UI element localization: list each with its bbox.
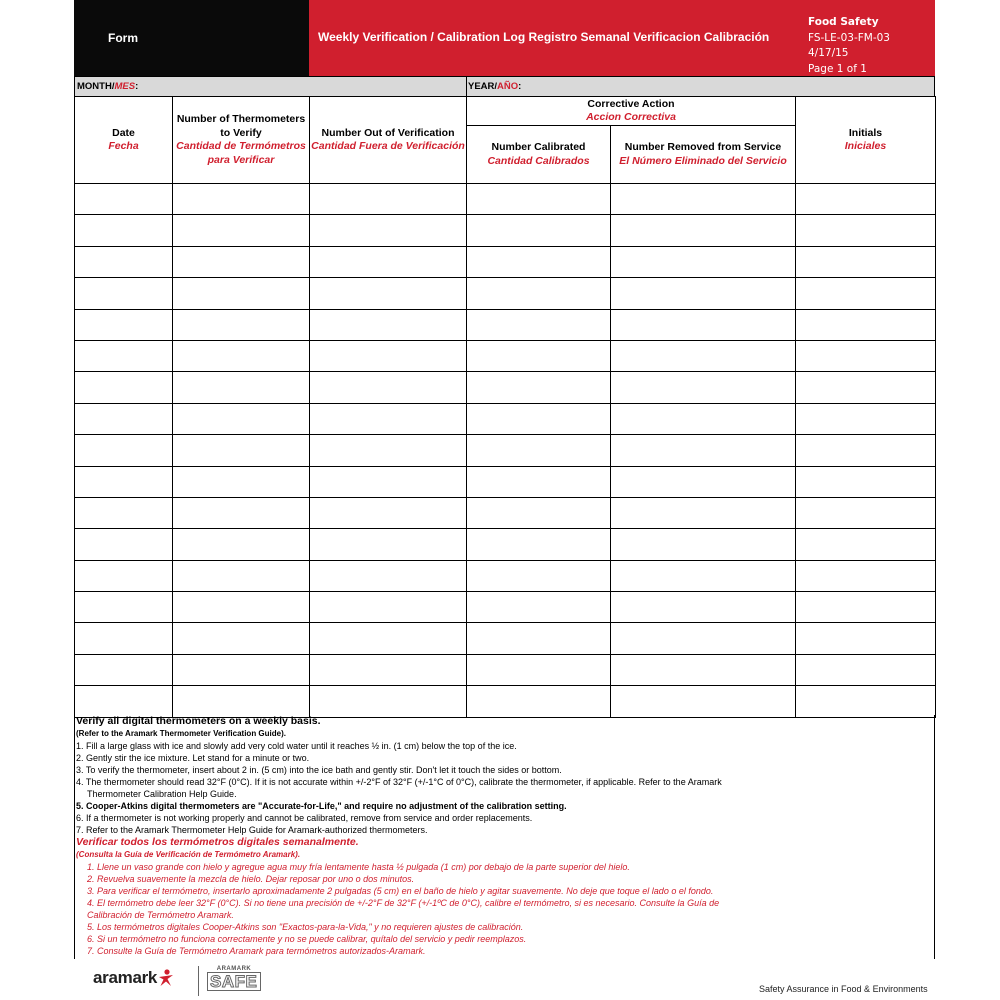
step-5: 5. Cooper-Atkins digital thermometers are "Accurate-for-Life," and require no adjustment of the calibration setting. <box>76 801 567 811</box>
removed-cell[interactable] <box>611 466 796 497</box>
thermometers-cell[interactable] <box>173 309 310 340</box>
initials-cell[interactable] <box>796 372 936 403</box>
date-cell[interactable] <box>75 623 173 654</box>
thermometers-cell[interactable] <box>173 372 310 403</box>
initials-cell[interactable] <box>796 623 936 654</box>
thermometers-cell[interactable] <box>173 686 310 717</box>
col-header-thermometers-to-verify: Number of Thermometers to Verify Cantidad de Termómetros para Verificar <box>173 97 310 184</box>
col-header-calibrated: Number Calibrated Cantidad Calibrados <box>467 126 611 184</box>
removed-cell[interactable] <box>611 686 796 717</box>
month-year-row <box>74 76 935 97</box>
out-of-verification-cell[interactable] <box>310 560 467 591</box>
initials-cell[interactable] <box>796 403 936 434</box>
step-es-7: 7. Consulte la Guía de Termómetro Aramark para termómetros autorizados-Aramark. <box>87 946 426 956</box>
date-cell[interactable] <box>75 372 173 403</box>
col-header-out-of-verification: Number Out of Verification Cantidad Fuera de Verificación <box>310 97 467 184</box>
year-field[interactable] <box>468 81 521 92</box>
removed-cell[interactable] <box>611 403 796 434</box>
out-of-verification-cell[interactable] <box>310 309 467 340</box>
calibrated-cell[interactable] <box>467 403 611 434</box>
table-row <box>75 497 936 528</box>
calibrated-cell[interactable] <box>467 246 611 277</box>
initials-cell[interactable] <box>796 497 936 528</box>
instructions-es <box>76 836 934 957</box>
initials-cell[interactable] <box>796 560 936 591</box>
initials-cell[interactable] <box>796 654 936 685</box>
table-row <box>75 592 936 623</box>
table-row <box>75 340 936 371</box>
instructions <box>74 715 935 959</box>
thermometers-cell[interactable] <box>173 215 310 246</box>
calibrated-cell[interactable] <box>467 497 611 528</box>
initials-cell[interactable] <box>796 246 936 277</box>
calibrated-cell[interactable] <box>467 215 611 246</box>
removed-cell[interactable] <box>611 592 796 623</box>
out-of-verification-cell[interactable] <box>310 435 467 466</box>
removed-cell[interactable] <box>611 654 796 685</box>
thermometers-cell[interactable] <box>173 466 310 497</box>
out-of-verification-cell[interactable] <box>310 623 467 654</box>
title-band <box>309 0 935 76</box>
date-cell[interactable] <box>75 560 173 591</box>
removed-cell[interactable] <box>611 340 796 371</box>
removed-cell[interactable] <box>611 497 796 528</box>
table-row <box>75 278 936 309</box>
step-es-4: 4. El termómetro debe leer 32°F (0°C). Si no tiene una precisión de +/-2°F de 32°F (+/-1ºC de 0°C), calibre el termómetro, si es necesario. Consulte la Guía de <box>87 898 720 908</box>
table-row <box>75 246 936 277</box>
table-row <box>75 560 936 591</box>
thermometers-cell[interactable] <box>173 184 310 215</box>
calibrated-cell[interactable] <box>467 529 611 560</box>
instructions-reference-es: (Consulta la Guía de Verificación de Termómetro Aramark). <box>76 850 301 859</box>
removed-cell[interactable] <box>611 372 796 403</box>
out-of-verification-cell[interactable] <box>310 340 467 371</box>
year-colon: : <box>518 81 522 92</box>
calibrated-cell[interactable] <box>467 686 611 717</box>
out-of-verification-cell[interactable] <box>310 403 467 434</box>
calibrated-cell[interactable] <box>467 340 611 371</box>
month-label-es: MES <box>114 81 136 92</box>
col-header-corrective-action: Corrective Action Accion Correctiva <box>467 97 796 126</box>
date-cell[interactable] <box>75 497 173 528</box>
table-row <box>75 435 936 466</box>
initials-cell[interactable] <box>796 466 936 497</box>
date-cell[interactable] <box>75 654 173 685</box>
date-cell[interactable] <box>75 466 173 497</box>
log-body <box>75 184 936 718</box>
out-of-verification-cell[interactable] <box>310 529 467 560</box>
month-field[interactable] <box>77 81 138 92</box>
instructions-reference: (Refer to the Aramark Thermometer Verification Guide). <box>76 729 286 738</box>
thermometers-cell[interactable] <box>173 560 310 591</box>
date-cell[interactable] <box>75 403 173 434</box>
date-cell[interactable] <box>75 184 173 215</box>
table-row <box>75 529 936 560</box>
date-cell[interactable] <box>75 215 173 246</box>
divider <box>466 77 467 96</box>
footer-tagline: Safety Assurance in Food & Environments <box>759 984 928 994</box>
date-cell[interactable] <box>75 278 173 309</box>
safe-word: SAFE <box>207 972 261 991</box>
form-meta <box>808 15 890 77</box>
date-cell[interactable] <box>75 686 173 717</box>
date-cell[interactable] <box>75 246 173 277</box>
table-row <box>75 215 936 246</box>
date-cell[interactable] <box>75 529 173 560</box>
date-cell[interactable] <box>75 435 173 466</box>
thermometers-cell[interactable] <box>173 497 310 528</box>
thermometers-cell[interactable] <box>173 340 310 371</box>
step-6: 6. If a thermometer is not working properly and cannot be calibrated, remove from service and order replacements. <box>76 813 533 823</box>
initials-cell[interactable] <box>796 340 936 371</box>
out-of-verification-cell[interactable] <box>310 372 467 403</box>
removed-cell[interactable] <box>611 435 796 466</box>
step-3: 3. To verify the thermometer, insert about 2 in. (5 cm) into the ice bath and gently stir. Don't let it touch the sides or bottom. <box>76 765 562 775</box>
removed-cell[interactable] <box>611 529 796 560</box>
star-person-icon <box>158 969 174 987</box>
table-row <box>75 654 936 685</box>
removed-cell[interactable] <box>611 309 796 340</box>
instructions-heading-es: Verificar todos los termómetros digitales semanalmente. <box>76 836 359 848</box>
step-2: 2. Gently stir the ice mixture. Let stand for a minute or two. <box>76 753 310 763</box>
table-row <box>75 403 936 434</box>
table-row <box>75 309 936 340</box>
initials-cell[interactable] <box>796 592 936 623</box>
out-of-verification-cell[interactable] <box>310 466 467 497</box>
calibrated-cell[interactable] <box>467 560 611 591</box>
date-cell[interactable] <box>75 309 173 340</box>
out-of-verification-cell[interactable] <box>310 215 467 246</box>
table-row <box>75 623 936 654</box>
thermometers-cell[interactable] <box>173 592 310 623</box>
initials-cell[interactable] <box>796 529 936 560</box>
calibrated-cell[interactable] <box>467 654 611 685</box>
out-of-verification-cell[interactable] <box>310 278 467 309</box>
thermometers-cell[interactable] <box>173 654 310 685</box>
month-label: MONTH/ <box>77 81 115 92</box>
thermometers-cell[interactable] <box>173 529 310 560</box>
thermometers-cell[interactable] <box>173 623 310 654</box>
initials-cell[interactable] <box>796 184 936 215</box>
date-cell[interactable] <box>75 340 173 371</box>
form-category: Food Safety <box>808 16 879 28</box>
calibrated-cell[interactable] <box>467 623 611 654</box>
form-code: FS-LE-03-FM-03 <box>808 31 890 44</box>
page-number: Page 1 of 1 <box>808 62 867 75</box>
out-of-verification-cell[interactable] <box>310 184 467 215</box>
step-7: 7. Refer to the Aramark Thermometer Help Guide for Aramark-authorized thermometers. <box>76 825 428 835</box>
step-es-6: 6. Si un termómetro no funciona correctamente y no se puede calibrar, quítalo del servicio y pedir reemplazos. <box>87 934 527 944</box>
step-1: 1. Fill a large glass with ice and slowly add very cold water until it reaches ½ in. (1 cm) below the top of the ice. <box>76 741 517 751</box>
calibrated-cell[interactable] <box>467 309 611 340</box>
step-4-cont: Thermometer Calibration Help Guide. <box>87 789 237 799</box>
out-of-verification-cell[interactable] <box>310 686 467 717</box>
initials-cell[interactable] <box>796 686 936 717</box>
thermometers-cell[interactable] <box>173 435 310 466</box>
table-row <box>75 184 936 215</box>
col-header-removed: Number Removed from Service El Número Eliminado del Servicio <box>611 126 796 184</box>
col-header-date: Date Fecha <box>75 97 173 184</box>
thermometers-cell[interactable] <box>173 278 310 309</box>
removed-cell[interactable] <box>611 184 796 215</box>
date-cell[interactable] <box>75 592 173 623</box>
removed-cell[interactable] <box>611 278 796 309</box>
form-date: 4/17/15 <box>808 47 849 59</box>
instructions-heading: Verify all digital thermometers on a weekly basis. <box>76 715 321 727</box>
thermometers-cell[interactable] <box>173 246 310 277</box>
out-of-verification-cell[interactable] <box>310 497 467 528</box>
step-es-2: 2. Revuelva suavemente la mezcla de hielo. Dejar reposar por uno o dos minutos. <box>87 874 415 884</box>
table-row <box>75 372 936 403</box>
logo-divider <box>198 966 199 996</box>
col-header-initials: Initials Iniciales <box>796 97 936 184</box>
year-label-es: AÑO <box>497 81 519 92</box>
removed-cell[interactable] <box>611 623 796 654</box>
step-es-4-cont: Calibración de Termómetro Aramark. <box>87 910 234 920</box>
calibrated-cell[interactable] <box>467 435 611 466</box>
year-label: YEAR/ <box>468 81 498 92</box>
month-colon: : <box>135 81 139 92</box>
initials-cell[interactable] <box>796 215 936 246</box>
aramark-logo <box>93 968 174 988</box>
out-of-verification-cell[interactable] <box>310 246 467 277</box>
table-row <box>75 686 936 717</box>
step-es-1: 1. Llene un vaso grande con hielo y agregue agua muy fría lentamente hasta ½ pulgada (1 cm) por debajo de la parte superior del hielo. <box>87 862 630 872</box>
calibrated-cell[interactable] <box>467 184 611 215</box>
step-es-5: 5. Los termómetros digitales Cooper-Atkins son "Exactos-para-la-Vida," y no requieren ajustes de calibración. <box>87 922 524 932</box>
calibrated-cell[interactable] <box>467 466 611 497</box>
out-of-verification-cell[interactable] <box>310 654 467 685</box>
brand-name: aramark <box>93 968 158 987</box>
calibrated-cell[interactable] <box>467 372 611 403</box>
initials-cell[interactable] <box>796 278 936 309</box>
page-title: Weekly Verification / Calibration Log Registro Semanal Verificacion Calibración <box>318 30 770 44</box>
thermometers-cell[interactable] <box>173 403 310 434</box>
form-header <box>74 0 935 76</box>
initials-cell[interactable] <box>796 435 936 466</box>
form-label: Form <box>74 0 309 76</box>
removed-cell[interactable] <box>611 246 796 277</box>
safe-small-text: ARAMARK <box>216 966 252 972</box>
log-table <box>74 96 936 718</box>
removed-cell[interactable] <box>611 560 796 591</box>
calibrated-cell[interactable] <box>467 592 611 623</box>
out-of-verification-cell[interactable] <box>310 592 467 623</box>
initials-cell[interactable] <box>796 309 936 340</box>
step-es-3: 3. Para verificar el termómetro, insertarlo aproximadamente 2 pulgadas (5 cm) en el baño de hielo y agitar suavemente. No deje que toque el lado o el fondo. <box>87 886 714 896</box>
calibrated-cell[interactable] <box>467 278 611 309</box>
removed-cell[interactable] <box>611 215 796 246</box>
step-4: 4. The thermometer should read 32°F (0°C). If it is not accurate within +/-2°F of 32°F (+/-1°C of 0°C), calibrate the thermometer, if applicable. Refer to the Aramark <box>76 777 722 787</box>
aramark-safe-logo <box>207 966 261 991</box>
table-row <box>75 466 936 497</box>
